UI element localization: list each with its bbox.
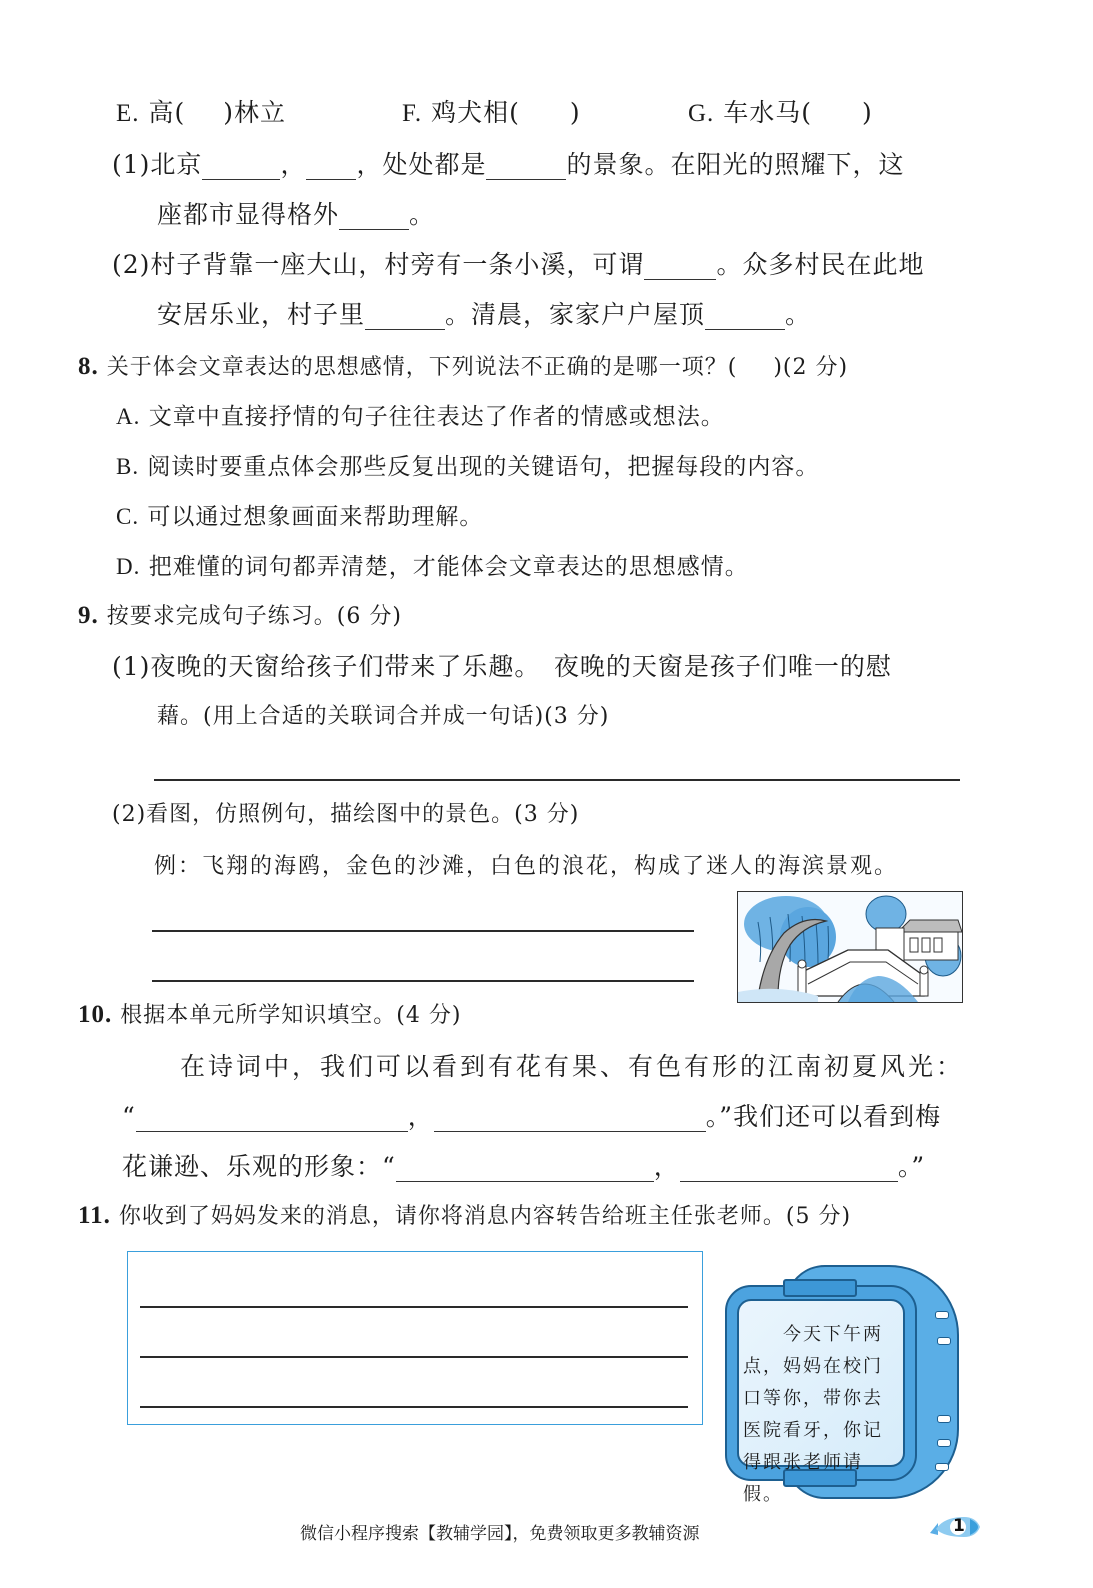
q11-answer-box[interactable] — [127, 1251, 703, 1425]
q10-stem — [78, 1000, 461, 1031]
scenery-picture — [737, 891, 963, 1003]
q8-option-c-letter: C. — [116, 504, 140, 529]
q9-sub2-example: 例：飞翔的海鸥，金色的沙滩，白色的浪花，构成了迷人的海滨景观。 — [154, 854, 899, 879]
q7-idioms-row — [116, 98, 286, 129]
q8-option-a-letter: A. — [116, 404, 141, 429]
q7-sub2-line2 — [157, 300, 811, 330]
q8-stem-text: 关于体会文章表达的思想感情，下列说法不正确的是哪一项？( — [106, 355, 738, 380]
q11-number: 11. — [78, 1202, 111, 1229]
q10-line3-text: 花谦逊、乐观的形象：“ — [122, 1152, 396, 1181]
band-hole — [937, 1337, 951, 1345]
band-hole — [935, 1311, 949, 1319]
q7-sub2-line1 — [112, 250, 924, 280]
q7-sub2-text-a: 村子背靠一座大山，村旁有一条小溪，可谓 — [150, 250, 645, 279]
q7-sub1-label: (1) — [112, 150, 151, 179]
q7-sub1-blank-4[interactable] — [339, 205, 409, 230]
q7-idiom-f — [402, 98, 581, 129]
watch-top-tab — [783, 1279, 857, 1297]
q9-stem — [78, 601, 402, 632]
idiom-f-letter: F. — [402, 100, 423, 127]
band-hole — [937, 1415, 951, 1423]
q10-comma-2: ， — [653, 1152, 680, 1181]
smartwatch-message — [725, 1265, 963, 1505]
q10-line1: 在诗词中，我们可以看到有花有果、有色有形的江南初夏风光： — [180, 1052, 965, 1081]
q8-option-d-text: 把难懂的词句都弄清楚，才能体会文章表达的思想感情。 — [148, 554, 749, 580]
q10-comma-1: ， — [407, 1102, 434, 1131]
q10-line3-end: 。” — [897, 1152, 926, 1181]
q10-line3 — [122, 1152, 925, 1182]
q8-stem — [78, 352, 848, 383]
q7-sub1-text-a: 北京 — [150, 150, 203, 179]
idiom-e-before: 高( — [148, 98, 186, 127]
watch-screen — [737, 1299, 905, 1505]
q8-option-d[interactable] — [116, 552, 749, 582]
q9-sub1-line2: 藉。(用上合适的关联词合并成一句话)(3 分) — [157, 704, 610, 729]
q7-sub2-blank-3[interactable] — [705, 305, 785, 330]
q8-option-a[interactable] — [116, 402, 725, 432]
q9-sub1-answer-line[interactable] — [154, 779, 960, 781]
q7-sub1-line1 — [112, 150, 904, 180]
idiom-e-after: )林立 — [223, 98, 287, 127]
q7-idiom-g — [688, 98, 873, 129]
watch-message-text: 今天下午两点，妈妈在校门口等你，带你去医院看牙，你记得跟张老师请假。 — [743, 1324, 883, 1505]
q7-sub2-blank-1[interactable] — [644, 255, 716, 280]
q8-stem-end: )(2 分) — [773, 355, 849, 380]
q10-stem-text: 根据本单元所学知识填空。(4 分) — [120, 1003, 462, 1028]
q7-sub1-blank-3[interactable] — [486, 155, 566, 180]
footer-promo-text: 微信小程序搜索【教辅学园】，免费领取更多教辅资源 — [300, 1524, 700, 1544]
band-hole — [935, 1463, 949, 1471]
q10-open-quote: “ — [122, 1102, 136, 1131]
q10-number: 10. — [78, 1001, 113, 1028]
q9-sub2-answer-line-2[interactable] — [152, 980, 694, 982]
q10-blank-3[interactable] — [396, 1157, 654, 1182]
page-number: 1 — [953, 1516, 965, 1536]
q8-option-b-text: 阅读时要重点体会那些反复出现的关键语句，把握每段的内容。 — [147, 454, 820, 480]
q9-sub2-line1: (2)看图，仿照例句，描绘图中的景色。(3 分) — [112, 802, 580, 827]
q7-sub2-text-b: 。众多村民在此地 — [716, 250, 925, 279]
q8-option-c-text: 可以通过想象画面来帮助理解。 — [147, 504, 484, 530]
q7-sub2-line2-a: 安居乐业，村子里 — [157, 300, 366, 329]
q11-answer-line-1[interactable] — [140, 1306, 688, 1308]
q7-sub1-blank-1[interactable] — [202, 155, 280, 180]
q11-answer-line-3[interactable] — [140, 1406, 688, 1408]
q10-line2 — [122, 1102, 941, 1132]
q11-stem — [78, 1201, 851, 1232]
page-number-badge — [926, 1515, 980, 1541]
q9-number: 9. — [78, 602, 99, 629]
q8-option-a-text: 文章中直接抒情的句子往往表达了作者的情感或想法。 — [148, 404, 725, 430]
q11-stem-text: 你收到了妈妈发来的消息，请你将消息内容转告给班主任张老师。(5 分) — [118, 1204, 852, 1229]
willow-bridge-icon — [738, 892, 962, 1002]
q7-sub1-text-b: ，处处都是 — [356, 150, 487, 179]
idiom-g-letter: G. — [688, 100, 715, 127]
q8-number: 8. — [78, 353, 99, 380]
band-hole — [937, 1439, 951, 1447]
q7-sub2-label: (2) — [112, 250, 151, 279]
q7-sub1-text-c: 的景象。在阳光的照耀下，这 — [566, 150, 905, 179]
q10-line2-end: 。”我们还可以看到梅 — [705, 1102, 942, 1131]
q11-answer-line-2[interactable] — [140, 1356, 688, 1358]
q10-blank-4[interactable] — [680, 1157, 898, 1182]
idiom-g-before: 车水马( — [723, 98, 813, 127]
q9-stem-text: 按要求完成句子练习。(6 分) — [106, 604, 402, 629]
q8-option-c[interactable] — [116, 502, 483, 532]
q7-sub2-line2-b: 。清晨，家家户户屋顶 — [445, 300, 706, 329]
idiom-e-letter: E. — [116, 100, 140, 127]
q7-sub1-line2-end: 。 — [409, 200, 436, 229]
q7-sub1-sep: ， — [280, 150, 307, 179]
watch-face — [725, 1285, 917, 1505]
idiom-f-after: ) — [569, 98, 581, 127]
q7-sub2-line2-end: 。 — [785, 300, 812, 329]
q7-sub1-blank-2[interactable] — [306, 155, 356, 180]
q8-option-b-letter: B. — [116, 454, 140, 479]
q7-sub2-blank-2[interactable] — [365, 305, 445, 330]
q7-sub1-line2 — [157, 200, 435, 230]
q7-sub1-line2-text: 座都市显得格外 — [157, 200, 340, 229]
q10-blank-2[interactable] — [434, 1107, 706, 1132]
q10-blank-1[interactable] — [136, 1107, 408, 1132]
q8-option-b[interactable] — [116, 452, 819, 482]
idiom-g-after: ) — [862, 98, 873, 127]
q9-sub2-answer-line-1[interactable] — [152, 930, 694, 932]
q9-sub1-line1: (1)夜晚的天窗给孩子们带来了乐趣。 夜晚的天窗是孩子们唯一的慰 — [112, 652, 892, 681]
q8-option-d-letter: D. — [116, 554, 141, 579]
idiom-f-before: 鸡犬相( — [431, 98, 520, 127]
